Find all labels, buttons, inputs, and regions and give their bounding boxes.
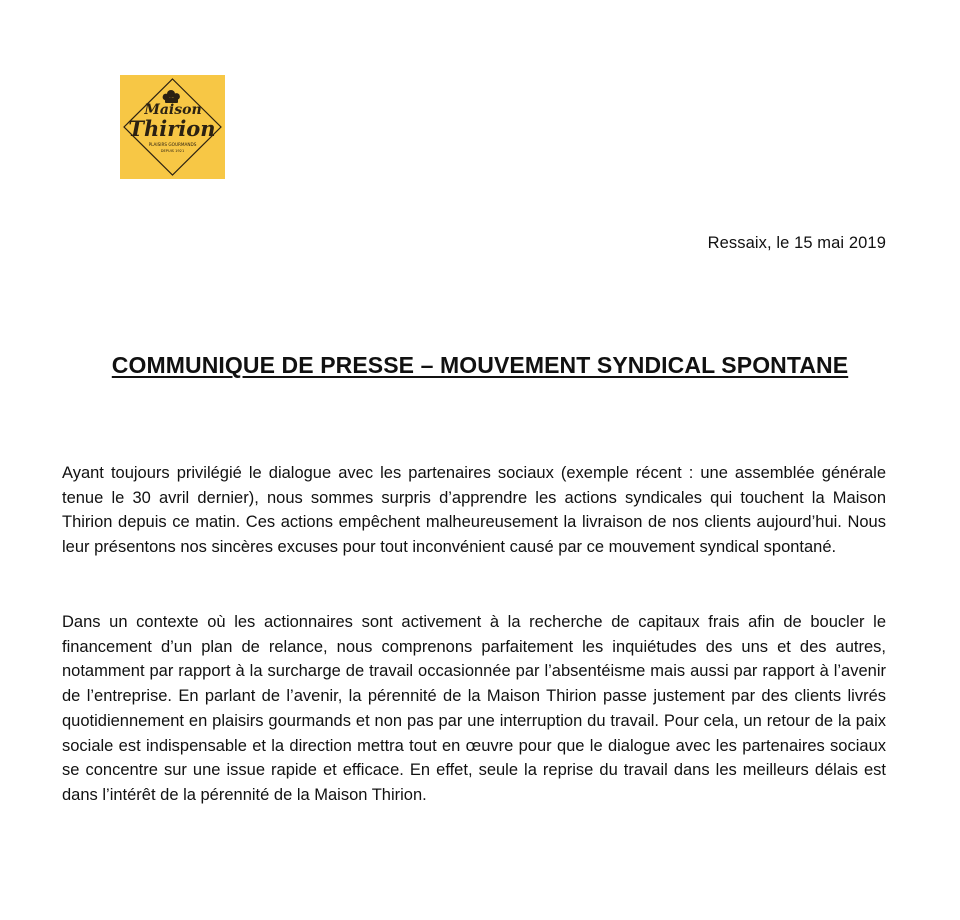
logo-emblem xyxy=(120,75,225,179)
page-title-text: COMMUNIQUE DE PRESSE – MOUVEMENT SYNDICAL SPONTANE xyxy=(111,352,849,378)
logo-line2: Thirion xyxy=(128,116,216,141)
logo-tagline: PLAISIRS GOURMANDS xyxy=(148,142,197,147)
page-title xyxy=(0,352,960,379)
body-paragraph-1: Ayant toujours privilégié le dialogue avec les partenaires sociaux (exemple récent : une assemblée générale tenue le 30 avril dernier), nous sommes surpris d’apprendre les actions syndicales qui touchent la Maison Thirion depuis ce matin. Ces actions empêchent malheureusement la livraison de nos clients aujourd’hui. Nous leur présentons nos sincères excuses pour tout inconvénient causé par ce mouvement syndical spontané. xyxy=(62,464,886,557)
logo-since: DEPUIS 1921 xyxy=(160,149,185,153)
logo-line1: Maison xyxy=(144,102,202,118)
company-logo xyxy=(120,75,225,179)
body-paragraph-2: Dans un contexte où les actionnaires sont activement à la recherche de capitaux frais afin de boucler le financement d’un plan de relance, nous comprenons parfaitement les inquiétudes des uns et des autres, notamment par rapport à la surcharge de travail occasionnée par l’absentéisme mais aussi par rapport à l’avenir de l’entreprise. En parlant de l’avenir, la pérennité de la Maison Thirion passe justement par des clients livrés quotidiennement en plaisirs gourmands et non pas par une interruption du travail. Pour cela, un retour de la paix sociale est indispensable et la direction mettra tout en œuvre pour que le dialogue avec les partenaires sociaux se concentre sur une issue rapide et efficace. En effet, seule la reprise du travail dans les meilleurs délais est dans l’intérêt de la pérennité de la Maison Thirion. xyxy=(62,613,886,804)
date-line: Ressaix, le 15 mai 2019 xyxy=(707,234,886,252)
